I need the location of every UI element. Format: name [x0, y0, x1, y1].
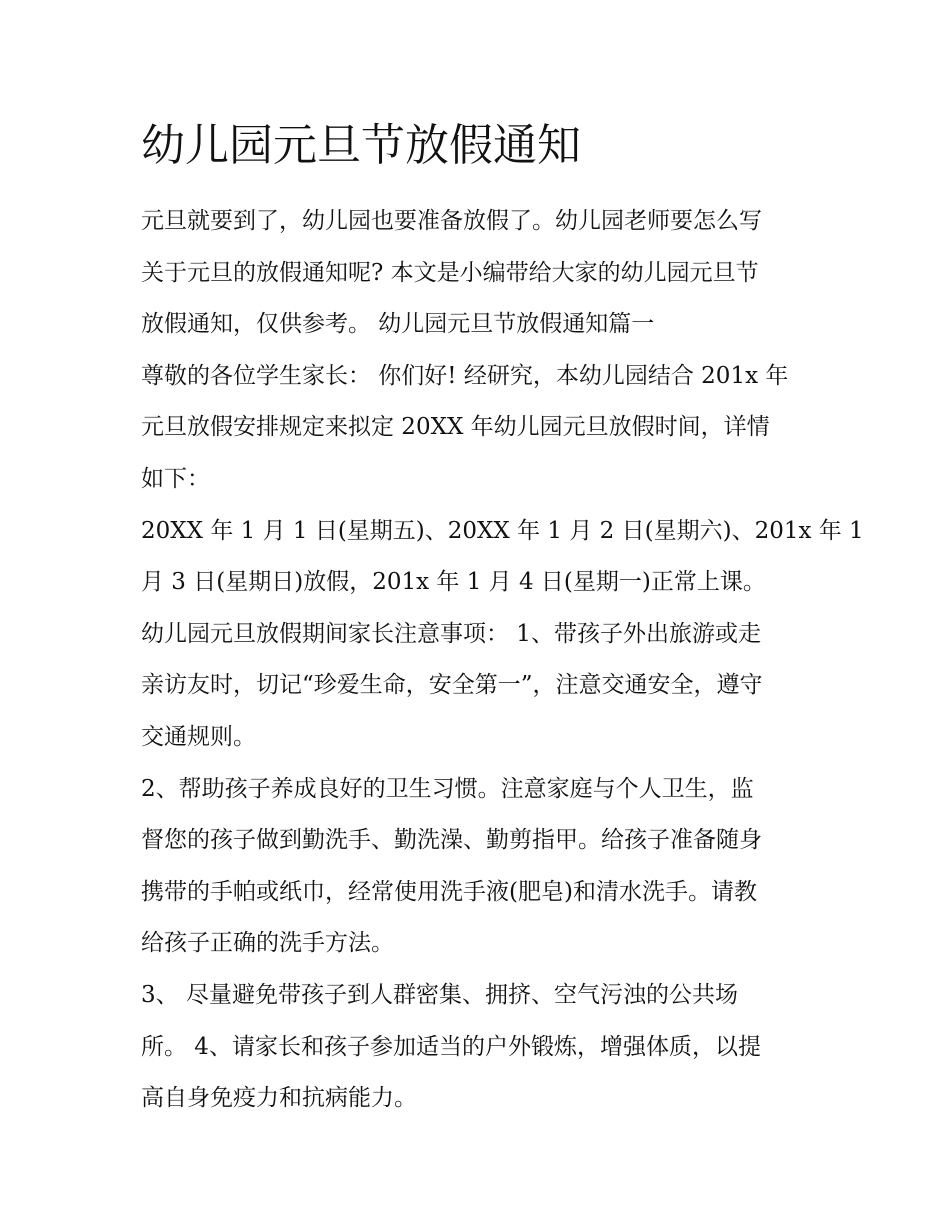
body-line: 关于元旦的放假通知呢? 本文是小编带给大家的幼儿园元旦节 — [141, 259, 759, 286]
body-line: 高自身免疫力和抗病能力。 — [141, 1085, 417, 1112]
body-line: 3、 尽量避免带孩子到人群密集、拥挤、空气污浊的公共场 — [141, 981, 738, 1008]
body-line: 元旦放假安排规定来拟定 20XX 年幼儿园元旦放假时间，详情 — [141, 414, 770, 441]
body-line: 尊敬的各位学生家长： 你们好! 经研究，本幼儿园结合 201x 年 — [141, 362, 789, 389]
body-line: 元旦就要到了，幼儿园也要准备放假了。幼儿园老师要怎么写 — [141, 208, 762, 234]
body-line: 所。 4、请家长和孩子参加适当的户外锻炼，增强体质，以提 — [141, 1033, 761, 1060]
body-line: 交通规则。 — [141, 723, 256, 750]
body-line: 亲访友时，切记“珍爱生命，安全第一”，注意交通安全，遵守 — [141, 672, 763, 699]
body-line: 20XX 年 1 月 1 日(星期五)、20XX 年 1 月 2 日(星期六)、201x 年 1 — [141, 517, 864, 544]
body-line: 2、帮助孩子养成良好的卫生习惯。注意家庭与个人卫生，监 — [141, 775, 754, 802]
document-title: 幼儿园元旦节放假通知 — [141, 120, 581, 171]
document-body — [141, 196, 864, 1125]
body-line: 幼儿园元旦放假期间家长注意事项： 1、带孩子外出旅游或走 — [141, 620, 761, 647]
body-line: 给孩子正确的洗手方法。 — [141, 930, 394, 957]
body-line: 携带的手帕或纸巾，经常使用洗手液(肥皂)和清水洗手。请教 — [141, 878, 757, 905]
body-line: 督您的孩子做到勤洗手、勤洗澡、勤剪指甲。给孩子准备随身 — [141, 827, 762, 854]
body-line: 放假通知，仅供参考。 幼儿园元旦节放假通知篇一 — [141, 311, 655, 338]
body-line: 如下： — [141, 465, 210, 492]
body-line: 月 3 日(星期日)放假，201x 年 1 月 4 日(星期一)正常上课。 — [141, 569, 766, 596]
